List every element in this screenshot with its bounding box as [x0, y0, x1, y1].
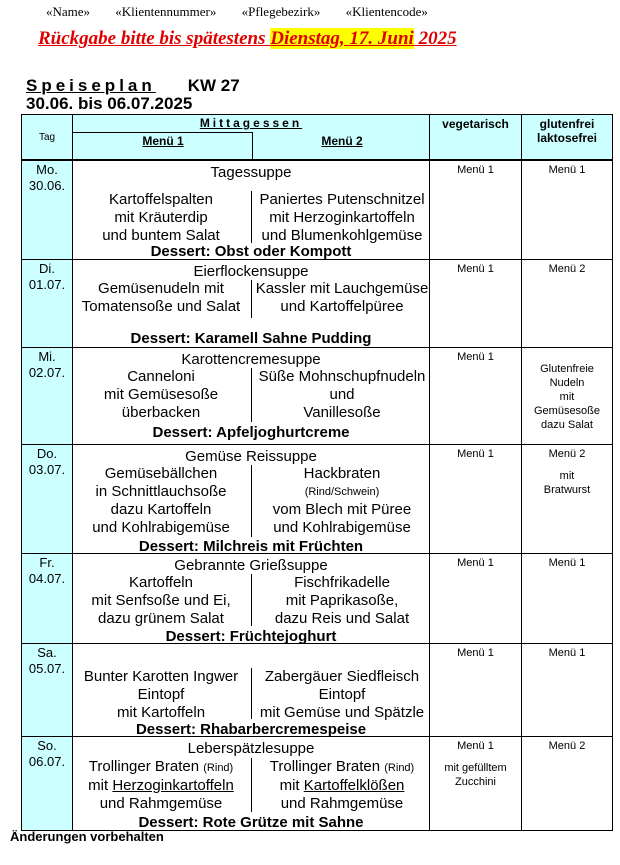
menu2-line: (Rind/Schwein) [304, 486, 380, 498]
menu1-line: Bunter Karotten Ingwer [83, 668, 239, 685]
header-mittagessen: Mittagessen [199, 116, 303, 130]
menu2-line: dazu Reis und Salat [274, 610, 410, 627]
meal-cell [72, 736, 430, 831]
menu-divider [251, 280, 252, 318]
glutenfree-cell [521, 736, 613, 831]
menu1-line: Kartoffelspalten [109, 191, 213, 208]
glutenfree-cell [521, 259, 613, 348]
vegetarian-line: Menü 1 [457, 263, 494, 275]
field-name: «Name» [46, 4, 91, 19]
day-date: 02.07. [28, 365, 66, 380]
title-dates: 30.06. bis 06.07.2025 [26, 94, 193, 113]
vegetarian-line: Menü 1 [457, 740, 494, 752]
deadline-prefix: Rückgabe bitte bis spätestens [38, 28, 271, 49]
soup: Gemüse Reissuppe [185, 448, 317, 465]
vegetarian-line: Menü 1 [457, 557, 494, 569]
menu2-line: Zabergäuer Siedfleisch [264, 668, 420, 685]
deadline-day: Dienstag, 17. Juni [270, 28, 414, 49]
meal-cell [72, 553, 430, 644]
menu1-line: Tomatensoße und Salat [81, 298, 241, 315]
menu1-line [73, 758, 249, 777]
menu1-dish [73, 368, 249, 422]
dessert: Dessert: Rote Grütze mit Sahne [138, 814, 364, 831]
day-cell [21, 736, 73, 831]
placeholder-fields [46, 4, 450, 20]
vegetarian-cell [429, 259, 522, 348]
menu-divider [251, 574, 252, 626]
glutenfree-line: Menü 2 [548, 740, 586, 752]
glutenfree-line: Menü 2 [548, 263, 586, 275]
menu-divider [251, 368, 252, 422]
dessert: Dessert: Karamell Sahne Pudding [130, 330, 372, 347]
day-date: 03.07. [28, 462, 66, 477]
header-glutenfree-line1: glutenfrei [539, 117, 595, 131]
day-cell [21, 160, 73, 260]
menu1-line: Gemüsebällchen [104, 465, 218, 482]
menu2-dish [254, 191, 430, 245]
glutenfree-cell [521, 553, 613, 644]
menu1-line: Canneloni [127, 368, 195, 385]
title-label: Speiseplan [26, 76, 156, 95]
menu1-text: mit [88, 777, 109, 794]
menu-table [21, 114, 613, 830]
return-deadline [38, 28, 457, 50]
menu2-text: Trollinger Braten [269, 758, 381, 775]
deadline-year: 2025 [413, 28, 457, 49]
menu2-dish [254, 574, 430, 628]
vegetarian-line: Zucchini [455, 776, 496, 788]
day-date: 30.06. [28, 178, 66, 193]
menu1-dish [73, 574, 249, 628]
day-cell [21, 553, 73, 644]
menu1-line: mit Kräuterdip [114, 209, 208, 226]
menu2-line: und Blumenkohlgemüse [261, 227, 423, 244]
menu1-line: mit Kartoffeln [116, 704, 206, 721]
menu1-line: mit Senfsoße und Ei, [91, 592, 231, 609]
glutenfree-line: Menü 1 [548, 557, 586, 569]
menu1-line: in Schnittlauchsoße [95, 483, 227, 500]
title-week: KW 27 [187, 76, 240, 95]
menu1-line: Eintopf [137, 686, 185, 703]
menu2-line: und Kartoffelpüree [280, 298, 404, 315]
menu2-line: und [329, 386, 355, 403]
dessert: Dessert: Apfeljoghurtcreme [152, 424, 350, 441]
vegetarian-line: Menü 1 [457, 351, 494, 363]
soup: Eierflockensuppe [193, 263, 309, 280]
header-tag: Tag [21, 114, 73, 160]
menu2-line: Paniertes Putenschnitzel [259, 191, 425, 208]
menu1-text: Trollinger Braten [88, 758, 200, 775]
menu2-line: mit Gemüse und Spätzle [259, 704, 425, 721]
menu1-dish [73, 758, 249, 813]
glutenfree-line: Menü 2 [548, 448, 586, 460]
glutenfree-line: Bratwurst [543, 484, 591, 496]
day-name: Mo. [36, 162, 58, 177]
dessert: Dessert: Obst oder Kompott [150, 243, 352, 260]
vegetarian-cell [429, 347, 522, 445]
menu2-side: Kartoffelklößen [303, 777, 405, 794]
vegetarian-cell [429, 553, 522, 644]
menu-divider [251, 465, 252, 537]
menu2-line: Eintopf [318, 686, 366, 703]
menu2-dish [254, 758, 430, 813]
glutenfree-cell [521, 347, 613, 445]
day-date: 05.07. [28, 661, 66, 676]
menu1-side: Herzoginkartoffeln [112, 777, 234, 794]
day-name: Fr. [39, 555, 55, 570]
glutenfree-cell [521, 643, 613, 737]
menu2-line: Vanillesoße [303, 404, 381, 421]
day-name: Di. [39, 261, 55, 276]
menu1-line: dazu Kartoffeln [110, 501, 212, 518]
menu2-line: Fischfrikadelle [294, 574, 390, 591]
header-vegetarian: vegetarisch [429, 114, 522, 160]
menu-divider [251, 191, 252, 243]
menu1-line: dazu grünem Salat [98, 610, 224, 627]
soup: Leberspätzlesuppe [187, 740, 315, 757]
vegetarian-cell [429, 736, 522, 831]
day-name: Mi. [38, 349, 56, 364]
day-cell [21, 643, 73, 737]
day-cell [21, 259, 73, 348]
day-name: So. [37, 738, 57, 753]
day-date: 06.07. [28, 754, 66, 769]
soup: Tagessuppe [210, 164, 292, 181]
menu2-line: vom Blech mit Püree [272, 501, 412, 518]
soup: Karottencremesuppe [181, 351, 321, 368]
glutenfree-line: Glutenfreie [540, 363, 594, 375]
day-cell [21, 444, 73, 554]
menu2-line: und Rahmgemüse [280, 795, 404, 812]
glutenfree-cell [521, 444, 613, 554]
meal-cell [72, 444, 430, 554]
header-menu2: Menü 2 [321, 134, 363, 148]
day-date: 01.07. [28, 277, 66, 292]
menu2-line: und Kohlrabigemüse [273, 519, 411, 536]
glutenfree-line: Menü 1 [548, 647, 586, 659]
menu-divider [251, 758, 252, 812]
menu1-dish [73, 465, 249, 537]
dessert: Dessert: Früchtejoghurt [165, 628, 337, 645]
glutenfree-line: mit [559, 470, 575, 482]
soup: Gebrannte Grießsuppe [174, 557, 328, 574]
dessert: Dessert: Milchreis mit Früchten [138, 538, 364, 555]
header-glutenfree [521, 114, 613, 160]
day-name: Do. [36, 446, 58, 461]
vegetarian-line: mit gefülltem [444, 762, 507, 774]
vegetarian-line: Menü 1 [457, 647, 494, 659]
menu1-line [73, 777, 249, 795]
glutenfree-cell [521, 160, 613, 260]
field-client-number: «Klientennummer» [115, 4, 217, 19]
vegetarian-cell [429, 643, 522, 737]
menu2-line: mit Herzoginkartoffeln [269, 209, 415, 226]
meal-cell [72, 347, 430, 445]
footer-note: Änderungen vorbehalten [10, 829, 164, 844]
vegetarian-line: Menü 1 [457, 448, 494, 460]
header-mittagessen-block [72, 114, 430, 160]
menu1-dish [73, 280, 249, 316]
menu2-text: mit [279, 777, 300, 794]
menu2-line: Kassler mit Lauchgemüse [255, 280, 429, 297]
header-glutenfree-line2: laktosefrei [536, 131, 598, 145]
menu1-line: und buntem Salat [102, 227, 220, 244]
menu1-line: mit Gemüsesoße [103, 386, 219, 403]
menu1-line: Kartoffeln [129, 574, 193, 591]
meal-cell [72, 259, 430, 348]
menu2-dish [254, 465, 430, 537]
dessert: Dessert: Rhabarbercremespeise [135, 721, 367, 738]
menu2-line: Süße Mohnschupfnudeln [258, 368, 426, 385]
header-menu1: Menü 1 [142, 134, 184, 148]
glutenfree-line: Menü 1 [548, 164, 586, 176]
day-date: 04.07. [28, 571, 66, 586]
menu2-line: Hackbraten [303, 465, 381, 482]
menu1-line: überbacken [121, 404, 201, 421]
vegetarian-line: Menü 1 [457, 164, 494, 176]
field-district: «Pflegebezirk» [241, 4, 321, 19]
menu1-line: Gemüsenudeln mit [98, 280, 224, 297]
menu1-line: und Kohlrabigemüse [92, 519, 230, 536]
glutenfree-line: mit [559, 391, 575, 403]
meal-cell [72, 643, 430, 737]
menu1-dish [73, 668, 249, 722]
menu2-line: mit Paprikasoße, [285, 592, 399, 609]
menu1-dish [73, 191, 249, 245]
glutenfree-line: Nudeln [549, 377, 585, 389]
meal-cell [72, 160, 430, 260]
menu2-dish [254, 668, 430, 722]
day-cell [21, 347, 73, 445]
vegetarian-cell [429, 160, 522, 260]
day-name: Sa. [37, 645, 57, 660]
menu2-line [254, 777, 430, 795]
menu1-line: und Rahmgemüse [99, 795, 223, 812]
glutenfree-line: dazu Salat [541, 419, 593, 431]
vegetarian-cell [429, 444, 522, 554]
page-title [26, 76, 240, 96]
menu1-meat: (Rind) [203, 762, 234, 774]
field-client-code: «Klientencode» [345, 4, 428, 19]
menu2-dish [254, 280, 430, 316]
menu-divider [251, 668, 252, 719]
menu2-line [254, 758, 430, 777]
glutenfree-line: Gemüsesoße [533, 405, 601, 417]
menu2-meat: (Rind) [384, 762, 415, 774]
menu2-dish [254, 368, 430, 422]
